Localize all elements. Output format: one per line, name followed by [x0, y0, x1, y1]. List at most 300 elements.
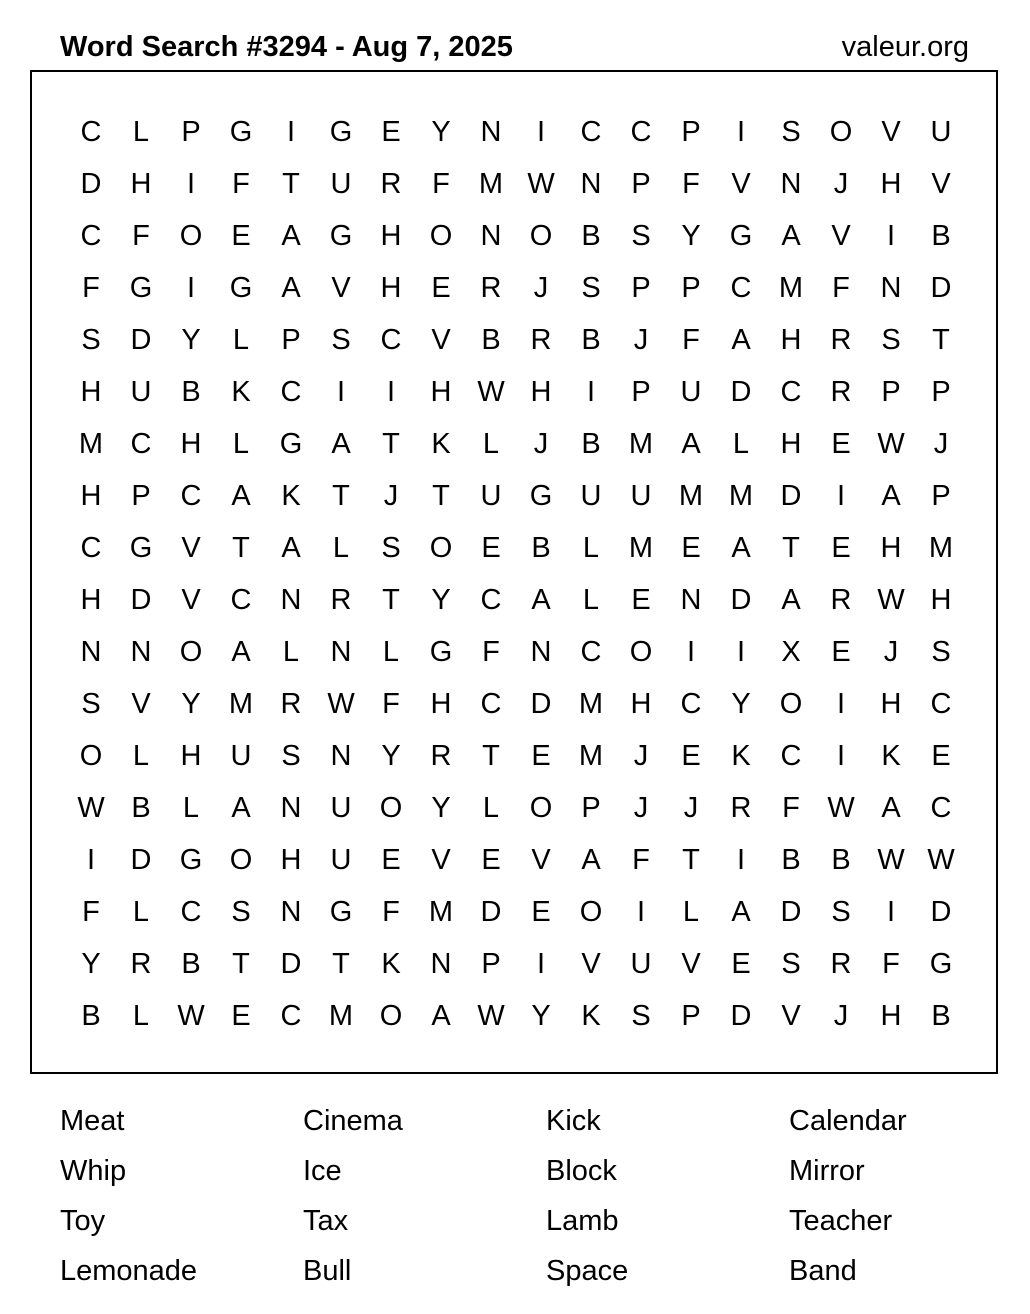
grid-letter[interactable]: O [229, 844, 253, 876]
grid-letter[interactable]: Y [181, 688, 201, 720]
grid-letter[interactable]: S [781, 948, 801, 980]
grid-letter[interactable]: N [330, 740, 352, 772]
grid-letter[interactable]: F [232, 168, 250, 200]
grid-letter[interactable]: L [282, 636, 300, 668]
grid-letter[interactable]: P [131, 480, 151, 512]
grid-letter[interactable]: S [831, 896, 851, 928]
grid-letter[interactable]: N [780, 168, 802, 200]
grid-letter[interactable]: P [931, 376, 951, 408]
grid-letter[interactable]: E [631, 584, 651, 616]
grid-letter[interactable]: K [231, 376, 251, 408]
grid-letter[interactable]: F [132, 220, 150, 252]
grid-letter[interactable]: G [279, 428, 303, 460]
grid-letter[interactable]: D [280, 948, 302, 980]
grid-letter[interactable]: N [480, 220, 502, 252]
grid-letter[interactable]: R [830, 324, 852, 356]
grid-letter[interactable]: E [831, 636, 851, 668]
grid-letter[interactable]: M [728, 480, 754, 512]
grid-letter[interactable]: B [831, 844, 851, 876]
grid-letter[interactable]: S [81, 324, 101, 356]
grid-letter[interactable]: A [731, 532, 751, 564]
grid-letter[interactable]: S [331, 324, 351, 356]
grid-letter[interactable]: N [880, 272, 902, 304]
grid-letter[interactable]: E [831, 532, 851, 564]
grid-letter[interactable]: O [429, 532, 453, 564]
grid-letter[interactable]: C [80, 116, 102, 148]
grid-letter[interactable]: C [780, 376, 802, 408]
grid-letter[interactable]: M [578, 740, 604, 772]
grid-letter[interactable]: K [281, 480, 301, 512]
grid-letter[interactable]: C [130, 428, 152, 460]
grid-letter[interactable]: G [129, 532, 153, 564]
grid-letter[interactable]: J [883, 636, 899, 668]
grid-letter[interactable]: T [232, 532, 250, 564]
grid-letter[interactable]: D [530, 688, 552, 720]
grid-letter[interactable]: M [678, 480, 704, 512]
grid-letter[interactable]: Y [731, 688, 751, 720]
grid-letter[interactable]: J [533, 272, 549, 304]
grid-letter[interactable]: C [80, 532, 102, 564]
grid-letter[interactable]: F [382, 688, 400, 720]
grid-letter[interactable]: T [232, 948, 250, 980]
grid-letter[interactable]: G [329, 116, 353, 148]
grid-letter[interactable]: U [630, 948, 652, 980]
grid-letter[interactable]: W [527, 168, 555, 200]
grid-letter[interactable]: G [929, 948, 953, 980]
grid-letter[interactable]: L [482, 428, 500, 460]
grid-letter[interactable]: W [477, 1000, 505, 1032]
grid-letter[interactable]: J [633, 740, 649, 772]
grid-letter[interactable]: S [881, 324, 901, 356]
grid-letter[interactable]: I [186, 272, 196, 304]
grid-letter[interactable]: D [930, 272, 952, 304]
grid-letter[interactable]: L [132, 896, 150, 928]
grid-letter[interactable]: D [930, 896, 952, 928]
grid-letter[interactable]: D [80, 168, 102, 200]
grid-letter[interactable]: W [477, 376, 505, 408]
grid-letter[interactable]: S [631, 1000, 651, 1032]
grid-letter[interactable]: P [681, 272, 701, 304]
grid-letter[interactable]: R [280, 688, 302, 720]
grid-letter[interactable]: C [930, 792, 952, 824]
grid-letter[interactable]: L [132, 116, 150, 148]
grid-letter[interactable]: L [132, 740, 150, 772]
grid-letter[interactable]: V [681, 948, 701, 980]
grid-letter[interactable]: I [736, 844, 746, 876]
grid-letter[interactable]: J [933, 428, 949, 460]
grid-letter[interactable]: A [331, 428, 351, 460]
grid-letter[interactable]: W [877, 428, 905, 460]
grid-letter[interactable]: U [230, 740, 252, 772]
grid-letter[interactable]: D [730, 1000, 752, 1032]
grid-letter[interactable]: C [230, 584, 252, 616]
grid-letter[interactable]: Y [681, 220, 701, 252]
grid-letter[interactable]: G [129, 272, 153, 304]
grid-letter[interactable]: R [530, 324, 552, 356]
grid-letter[interactable]: V [431, 324, 451, 356]
grid-letter[interactable]: G [529, 480, 553, 512]
grid-letter[interactable]: V [881, 116, 901, 148]
grid-letter[interactable]: F [432, 168, 450, 200]
grid-letter[interactable]: Y [81, 948, 101, 980]
grid-letter[interactable]: E [231, 1000, 251, 1032]
grid-letter[interactable]: F [682, 168, 700, 200]
grid-letter[interactable]: H [880, 688, 902, 720]
grid-letter[interactable]: P [631, 376, 651, 408]
grid-letter[interactable]: R [480, 272, 502, 304]
grid-letter[interactable]: T [482, 740, 500, 772]
grid-letter[interactable]: O [529, 792, 553, 824]
grid-letter[interactable]: F [682, 324, 700, 356]
grid-letter[interactable]: A [731, 896, 751, 928]
grid-letter[interactable]: J [633, 792, 649, 824]
grid-letter[interactable]: N [430, 948, 452, 980]
grid-letter[interactable]: A [531, 584, 551, 616]
grid-letter[interactable]: V [931, 168, 951, 200]
grid-letter[interactable]: W [177, 1000, 205, 1032]
grid-letter[interactable]: T [932, 324, 950, 356]
grid-letter[interactable]: R [430, 740, 452, 772]
grid-letter[interactable]: D [780, 480, 802, 512]
grid-letter[interactable]: N [280, 584, 302, 616]
grid-letter[interactable]: C [730, 272, 752, 304]
grid-letter[interactable]: W [877, 584, 905, 616]
grid-letter[interactable]: Y [181, 324, 201, 356]
grid-letter[interactable]: P [281, 324, 301, 356]
grid-letter[interactable]: K [881, 740, 901, 772]
grid-letter[interactable]: G [329, 220, 353, 252]
grid-letter[interactable]: C [380, 324, 402, 356]
grid-letter[interactable]: T [782, 532, 800, 564]
grid-letter[interactable]: A [881, 480, 901, 512]
grid-letter[interactable]: E [531, 740, 551, 772]
grid-letter[interactable]: O [779, 688, 803, 720]
grid-letter[interactable]: M [928, 532, 954, 564]
grid-letter[interactable]: I [636, 896, 646, 928]
grid-letter[interactable]: A [881, 792, 901, 824]
grid-letter[interactable]: C [80, 220, 102, 252]
grid-letter[interactable]: I [286, 116, 296, 148]
grid-letter[interactable]: V [781, 1000, 801, 1032]
grid-letter[interactable]: D [130, 584, 152, 616]
grid-letter[interactable]: F [482, 636, 500, 668]
grid-letter[interactable]: A [581, 844, 601, 876]
grid-letter[interactable]: O [379, 1000, 403, 1032]
grid-letter[interactable]: H [530, 376, 552, 408]
grid-letter[interactable]: A [681, 428, 701, 460]
grid-letter[interactable]: A [281, 272, 301, 304]
grid-letter[interactable]: T [382, 428, 400, 460]
grid-letter[interactable]: A [231, 636, 251, 668]
grid-letter[interactable]: H [880, 168, 902, 200]
grid-letter[interactable]: B [931, 220, 951, 252]
grid-letter[interactable]: D [730, 376, 752, 408]
grid-letter[interactable]: R [330, 584, 352, 616]
grid-letter[interactable]: B [81, 1000, 101, 1032]
grid-letter[interactable]: F [382, 896, 400, 928]
grid-letter[interactable]: V [431, 844, 451, 876]
grid-letter[interactable]: B [781, 844, 801, 876]
grid-letter[interactable]: Y [531, 1000, 551, 1032]
grid-letter[interactable]: J [533, 428, 549, 460]
grid-letter[interactable]: H [80, 480, 102, 512]
grid-letter[interactable]: K [431, 428, 451, 460]
grid-letter[interactable]: T [382, 584, 400, 616]
grid-letter[interactable]: R [130, 948, 152, 980]
grid-letter[interactable]: V [731, 168, 751, 200]
grid-letter[interactable]: O [829, 116, 853, 148]
grid-letter[interactable]: A [781, 584, 801, 616]
grid-letter[interactable]: U [330, 792, 352, 824]
grid-letter[interactable]: H [930, 584, 952, 616]
grid-letter[interactable]: P [681, 116, 701, 148]
grid-letter[interactable]: H [130, 168, 152, 200]
grid-letter[interactable]: E [531, 896, 551, 928]
grid-letter[interactable]: R [380, 168, 402, 200]
grid-letter[interactable]: C [780, 740, 802, 772]
grid-letter[interactable]: T [332, 480, 350, 512]
grid-letter[interactable]: V [131, 688, 151, 720]
grid-letter[interactable]: H [180, 428, 202, 460]
grid-letter[interactable]: O [179, 220, 203, 252]
grid-letter[interactable]: U [330, 168, 352, 200]
grid-letter[interactable]: N [130, 636, 152, 668]
grid-letter[interactable]: B [131, 792, 151, 824]
grid-letter[interactable]: L [232, 428, 250, 460]
grid-letter[interactable]: A [231, 480, 251, 512]
grid-letter[interactable]: A [281, 532, 301, 564]
grid-letter[interactable]: S [781, 116, 801, 148]
grid-letter[interactable]: I [836, 688, 846, 720]
grid-letter[interactable]: G [429, 636, 453, 668]
grid-letter[interactable]: I [536, 948, 546, 980]
grid-letter[interactable]: O [179, 636, 203, 668]
grid-letter[interactable]: B [931, 1000, 951, 1032]
grid-letter[interactable]: E [231, 220, 251, 252]
grid-letter[interactable]: H [80, 376, 102, 408]
grid-letter[interactable]: U [680, 376, 702, 408]
grid-letter[interactable]: I [886, 896, 896, 928]
grid-letter[interactable]: S [231, 896, 251, 928]
grid-letter[interactable]: L [582, 584, 600, 616]
grid-letter[interactable]: E [431, 272, 451, 304]
grid-letter[interactable]: Y [431, 116, 451, 148]
grid-letter[interactable]: J [833, 1000, 849, 1032]
grid-letter[interactable]: O [579, 896, 603, 928]
grid-letter[interactable]: N [580, 168, 602, 200]
grid-letter[interactable]: M [78, 428, 104, 460]
grid-letter[interactable]: M [778, 272, 804, 304]
grid-letter[interactable]: M [628, 428, 654, 460]
grid-letter[interactable]: U [130, 376, 152, 408]
grid-letter[interactable]: M [628, 532, 654, 564]
grid-letter[interactable]: E [681, 532, 701, 564]
grid-letter[interactable]: V [581, 948, 601, 980]
grid-letter[interactable]: E [831, 428, 851, 460]
grid-letter[interactable]: U [930, 116, 952, 148]
grid-letter[interactable]: P [631, 272, 651, 304]
grid-letter[interactable]: H [430, 376, 452, 408]
grid-letter[interactable]: H [180, 740, 202, 772]
grid-letter[interactable]: O [429, 220, 453, 252]
grid-letter[interactable]: V [181, 584, 201, 616]
grid-letter[interactable]: H [630, 688, 652, 720]
grid-letter[interactable]: S [581, 272, 601, 304]
grid-letter[interactable]: O [529, 220, 553, 252]
grid-letter[interactable]: P [931, 480, 951, 512]
grid-letter[interactable]: I [736, 116, 746, 148]
grid-letter[interactable]: S [381, 532, 401, 564]
grid-letter[interactable]: L [132, 1000, 150, 1032]
grid-letter[interactable]: W [927, 844, 955, 876]
grid-letter[interactable]: P [681, 1000, 701, 1032]
grid-letter[interactable]: G [229, 116, 253, 148]
grid-letter[interactable]: S [81, 688, 101, 720]
grid-letter[interactable]: C [280, 1000, 302, 1032]
grid-letter[interactable]: T [332, 948, 350, 980]
grid-letter[interactable]: X [781, 636, 801, 668]
grid-letter[interactable]: I [86, 844, 96, 876]
grid-letter[interactable]: E [381, 844, 401, 876]
grid-letter[interactable]: D [130, 324, 152, 356]
grid-letter[interactable]: D [780, 896, 802, 928]
grid-letter[interactable]: H [280, 844, 302, 876]
grid-letter[interactable]: B [531, 532, 551, 564]
grid-letter[interactable]: D [730, 584, 752, 616]
grid-letter[interactable]: L [582, 532, 600, 564]
grid-letter[interactable]: M [428, 896, 454, 928]
grid-letter[interactable]: B [181, 948, 201, 980]
grid-letter[interactable]: J [833, 168, 849, 200]
grid-letter[interactable]: N [80, 636, 102, 668]
grid-letter[interactable]: G [179, 844, 203, 876]
grid-letter[interactable]: U [630, 480, 652, 512]
grid-letter[interactable]: J [633, 324, 649, 356]
grid-letter[interactable]: S [281, 740, 301, 772]
grid-letter[interactable]: E [931, 740, 951, 772]
grid-letter[interactable]: N [280, 792, 302, 824]
grid-letter[interactable]: F [82, 272, 100, 304]
grid-letter[interactable]: B [581, 324, 601, 356]
grid-letter[interactable]: I [836, 740, 846, 772]
grid-letter[interactable]: K [581, 1000, 601, 1032]
grid-letter[interactable]: I [536, 116, 546, 148]
grid-letter[interactable]: U [480, 480, 502, 512]
grid-letter[interactable]: R [730, 792, 752, 824]
grid-letter[interactable]: W [827, 792, 855, 824]
grid-letter[interactable]: A [231, 792, 251, 824]
grid-letter[interactable]: D [130, 844, 152, 876]
grid-letter[interactable]: C [180, 480, 202, 512]
grid-letter[interactable]: H [380, 220, 402, 252]
grid-letter[interactable]: A [731, 324, 751, 356]
grid-letter[interactable]: E [731, 948, 751, 980]
grid-letter[interactable]: P [581, 792, 601, 824]
grid-letter[interactable]: D [480, 896, 502, 928]
grid-letter[interactable]: B [481, 324, 501, 356]
grid-letter[interactable]: C [930, 688, 952, 720]
grid-letter[interactable]: R [830, 584, 852, 616]
grid-letter[interactable]: W [327, 688, 355, 720]
grid-letter[interactable]: O [379, 792, 403, 824]
grid-letter[interactable]: O [629, 636, 653, 668]
grid-letter[interactable]: M [328, 1000, 354, 1032]
grid-letter[interactable]: P [881, 376, 901, 408]
grid-letter[interactable]: C [580, 636, 602, 668]
grid-letter[interactable]: T [432, 480, 450, 512]
grid-letter[interactable]: U [580, 480, 602, 512]
grid-letter[interactable]: I [836, 480, 846, 512]
grid-letter[interactable]: H [780, 324, 802, 356]
grid-letter[interactable]: I [386, 376, 396, 408]
grid-letter[interactable]: C [180, 896, 202, 928]
grid-letter[interactable]: J [383, 480, 399, 512]
grid-letter[interactable]: L [232, 324, 250, 356]
grid-letter[interactable]: C [480, 584, 502, 616]
grid-letter[interactable]: G [329, 896, 353, 928]
grid-letter[interactable]: I [686, 636, 696, 668]
grid-letter[interactable]: V [331, 272, 351, 304]
grid-letter[interactable]: G [229, 272, 253, 304]
grid-letter[interactable]: R [830, 948, 852, 980]
grid-letter[interactable]: Y [431, 792, 451, 824]
grid-letter[interactable]: O [79, 740, 103, 772]
grid-letter[interactable]: N [680, 584, 702, 616]
grid-letter[interactable]: A [281, 220, 301, 252]
grid-letter[interactable]: L [732, 428, 750, 460]
grid-letter[interactable]: F [832, 272, 850, 304]
grid-letter[interactable]: R [830, 376, 852, 408]
grid-letter[interactable]: K [381, 948, 401, 980]
grid-letter[interactable]: L [482, 792, 500, 824]
grid-letter[interactable]: B [581, 428, 601, 460]
grid-letter[interactable]: H [380, 272, 402, 304]
grid-letter[interactable]: I [886, 220, 896, 252]
grid-letter[interactable]: M [228, 688, 254, 720]
grid-letter[interactable]: S [631, 220, 651, 252]
grid-letter[interactable]: P [631, 168, 651, 200]
grid-letter[interactable]: H [880, 532, 902, 564]
grid-letter[interactable]: U [330, 844, 352, 876]
grid-letter[interactable]: G [729, 220, 753, 252]
grid-letter[interactable]: L [382, 636, 400, 668]
grid-letter[interactable]: M [578, 688, 604, 720]
grid-letter[interactable]: V [181, 532, 201, 564]
grid-letter[interactable]: F [82, 896, 100, 928]
grid-letter[interactable]: C [580, 116, 602, 148]
grid-letter[interactable]: W [877, 844, 905, 876]
grid-letter[interactable]: S [931, 636, 951, 668]
grid-letter[interactable]: W [77, 792, 105, 824]
grid-letter[interactable]: J [683, 792, 699, 824]
grid-letter[interactable]: H [880, 1000, 902, 1032]
grid-letter[interactable]: C [630, 116, 652, 148]
grid-letter[interactable]: I [736, 636, 746, 668]
grid-letter[interactable]: V [831, 220, 851, 252]
grid-letter[interactable]: T [682, 844, 700, 876]
grid-letter[interactable]: B [181, 376, 201, 408]
grid-letter[interactable]: I [336, 376, 346, 408]
grid-letter[interactable]: N [280, 896, 302, 928]
grid-letter[interactable]: N [530, 636, 552, 668]
grid-letter[interactable]: C [680, 688, 702, 720]
grid-letter[interactable]: I [586, 376, 596, 408]
grid-letter[interactable]: M [478, 168, 504, 200]
grid-letter[interactable]: H [430, 688, 452, 720]
grid-letter[interactable]: N [480, 116, 502, 148]
grid-letter[interactable]: H [80, 584, 102, 616]
grid-letter[interactable]: H [780, 428, 802, 460]
